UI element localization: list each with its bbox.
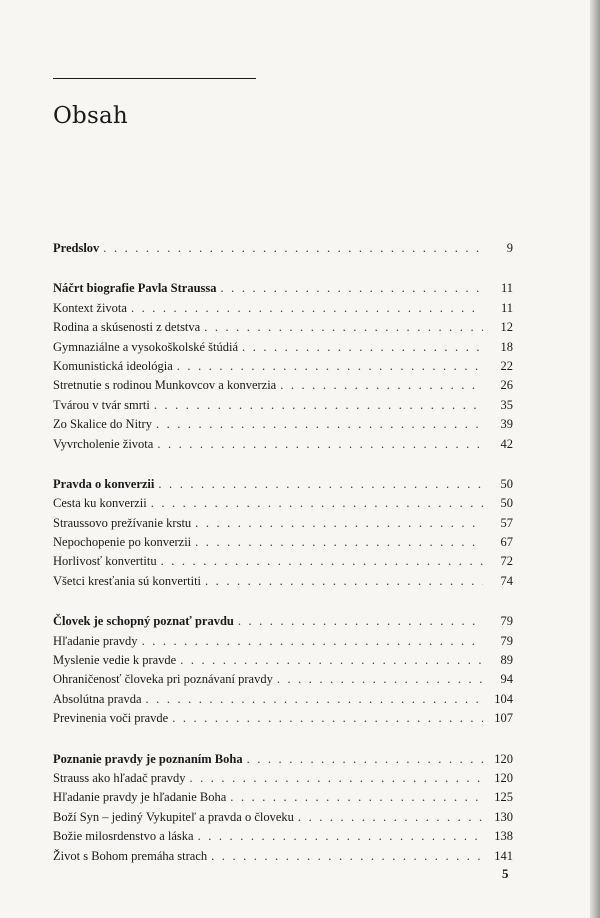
toc-chapter — [53, 241, 513, 260]
toc-entry-page: 22 — [500, 358, 513, 373]
toc-entry-title: Božie milosrdenstvo a láska — [53, 829, 194, 844]
toc-entry-page: 42 — [500, 436, 513, 451]
toc-entry — [53, 340, 513, 359]
toc-entry-page: 11 — [500, 281, 513, 296]
toc-entry — [53, 554, 513, 573]
toc-entry-page: 26 — [500, 378, 513, 393]
toc-entry-page: 74 — [500, 573, 513, 588]
toc-entry — [53, 417, 513, 436]
page-title: Obsah — [53, 103, 128, 129]
toc-entry-page: 138 — [494, 829, 513, 844]
toc-entry-title: Všetci kresťania sú konvertiti — [53, 573, 202, 588]
toc-chapter — [53, 477, 513, 496]
toc-entry-title: Myslenie vedie k pravde — [53, 653, 177, 668]
toc-entry-page: 50 — [500, 496, 513, 511]
toc-entry-page: 104 — [494, 691, 513, 706]
toc-entry — [53, 496, 513, 515]
toc-entry — [53, 516, 513, 535]
dot-leader — [154, 398, 483, 413]
toc-entry-title: Tvárou v tvár smrti — [53, 397, 150, 412]
dot-leader — [280, 378, 483, 393]
dot-leader — [103, 241, 483, 256]
toc-entry-title: Náčrt biografie Pavla Straussa — [53, 281, 217, 296]
toc-entry-title: Absolútna pravda — [53, 691, 142, 706]
toc-entry-title: Život s Bohom premáha strach — [53, 848, 208, 863]
toc-entry-title: Straussovo prežívanie krstu — [53, 515, 192, 530]
toc-entry-page: 94 — [500, 672, 513, 687]
toc-chapter — [53, 614, 513, 633]
dot-leader — [189, 771, 483, 786]
toc-section — [53, 477, 513, 593]
dot-leader — [195, 516, 483, 531]
dot-leader — [177, 359, 483, 374]
toc-entry-page: 18 — [500, 339, 513, 354]
toc-entry — [53, 790, 513, 809]
toc-entry — [53, 849, 513, 868]
toc-entry-page: 39 — [500, 417, 513, 432]
dot-leader — [221, 281, 483, 296]
toc-entry — [53, 301, 513, 320]
toc-chapter — [53, 281, 513, 300]
dot-leader — [146, 692, 483, 707]
toc-entry-title: Predslov — [53, 241, 100, 255]
toc-entry-page: 79 — [500, 614, 513, 629]
toc-entry-page: 67 — [500, 535, 513, 550]
toc-entry-title: Zo Skalice do Nitry — [53, 417, 152, 432]
toc-entry-title: Stretnutie s rodinou Munkovcov a konverzia — [53, 378, 277, 393]
dot-leader — [277, 672, 483, 687]
page-number: 5 — [502, 866, 509, 881]
dot-leader — [298, 810, 483, 825]
toc-entry-title: Gymnaziálne a vysokoškolské štúdiá — [53, 339, 239, 354]
toc-entry-title: Rodina a skúsenosti z detstva — [53, 320, 201, 335]
toc-entry — [53, 810, 513, 829]
toc-entry-page: 120 — [494, 751, 513, 766]
table-of-contents — [53, 241, 513, 889]
toc-entry-page: 141 — [494, 848, 513, 863]
toc-entry — [53, 398, 513, 417]
toc-entry — [53, 574, 513, 593]
toc-entry — [53, 437, 513, 456]
toc-entry-page: 35 — [500, 397, 513, 412]
heading-rule — [53, 78, 256, 79]
toc-entry-page: 130 — [494, 809, 513, 824]
toc-entry — [53, 378, 513, 397]
toc-entry — [53, 829, 513, 848]
toc-entry — [53, 634, 513, 653]
toc-section — [53, 241, 513, 260]
toc-entry-page: 79 — [500, 633, 513, 648]
toc-entry — [53, 771, 513, 790]
dot-leader — [204, 320, 483, 335]
dot-leader — [131, 301, 483, 316]
toc-entry-page: 57 — [500, 515, 513, 530]
toc-entry-page: 72 — [500, 554, 513, 569]
toc-entry-title: Ohraničenosť človeka pri poznávaní pravdy — [53, 672, 273, 687]
toc-entry-title: Strauss ako hľadač pravdy — [53, 770, 186, 785]
toc-entry — [53, 535, 513, 554]
dot-leader — [157, 437, 483, 452]
dot-leader — [205, 574, 483, 589]
toc-entry-page: 120 — [494, 770, 513, 785]
toc-entry — [53, 672, 513, 691]
toc-entry-page: 11 — [500, 300, 513, 315]
toc-entry-page: 89 — [500, 653, 513, 668]
toc-entry — [53, 692, 513, 711]
toc-entry-title: Pravda o konverzii — [53, 476, 155, 491]
toc-entry-title: Komunistická ideológia — [53, 358, 173, 373]
dot-leader — [238, 614, 483, 629]
toc-chapter — [53, 752, 513, 771]
dot-leader — [172, 711, 483, 726]
toc-section — [53, 752, 513, 868]
dot-leader — [211, 849, 483, 864]
toc-entry-page: 50 — [500, 476, 513, 491]
dot-leader — [180, 653, 483, 668]
dot-leader — [198, 829, 483, 844]
dot-leader — [247, 752, 483, 767]
toc-entry-page: 9 — [506, 241, 513, 255]
toc-entry-title: Boží Syn – jediný Vykupiteľ a pravda o človeku — [53, 809, 294, 824]
toc-entry-page: 107 — [494, 711, 513, 726]
dot-leader — [161, 554, 483, 569]
page-edge — [590, 0, 600, 918]
toc-entry-title: Hľadanie pravdy je hľadanie Boha — [53, 790, 227, 805]
toc-entry — [53, 711, 513, 730]
toc-entry-title: Poznanie pravdy je poznaním Boha — [53, 751, 243, 766]
dot-leader — [195, 535, 483, 550]
toc-entry-title: Vyvrcholenie života — [53, 436, 154, 451]
toc-section — [53, 614, 513, 730]
toc-entry-page: 12 — [500, 320, 513, 335]
toc-entry — [53, 320, 513, 339]
toc-entry-page: 125 — [494, 790, 513, 805]
toc-entry-title: Hľadanie pravdy — [53, 633, 138, 648]
toc-entry-title: Človek je schopný poznať pravdu — [53, 614, 234, 629]
toc-entry-title: Previnenia voči pravde — [53, 711, 169, 726]
dot-leader — [151, 496, 483, 511]
toc-entry — [53, 653, 513, 672]
toc-entry-title: Kontext života — [53, 300, 127, 315]
dot-leader — [156, 417, 483, 432]
dot-leader — [158, 477, 483, 492]
toc-section — [53, 281, 513, 456]
toc-entry-title: Cesta ku konverzii — [53, 496, 147, 511]
toc-entry-title: Horlivosť konvertitu — [53, 554, 157, 569]
dot-leader — [230, 790, 483, 805]
dot-leader — [242, 340, 483, 355]
dot-leader — [142, 634, 483, 649]
toc-entry-title: Nepochopenie po konverzii — [53, 535, 192, 550]
toc-entry — [53, 359, 513, 378]
